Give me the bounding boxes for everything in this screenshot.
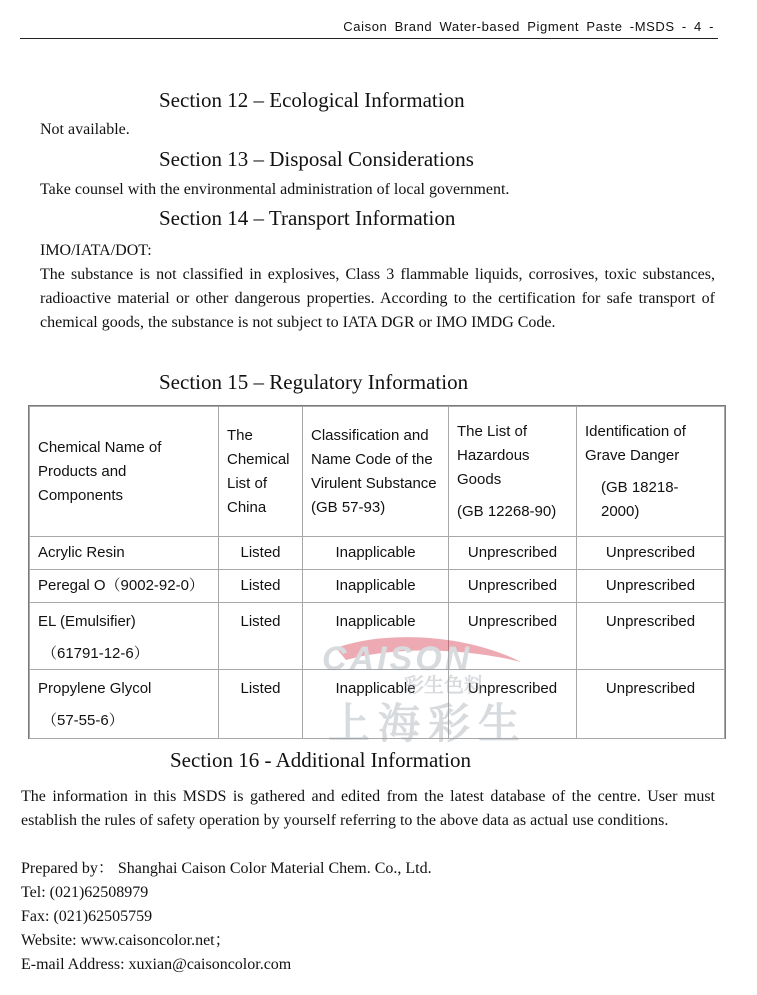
table-header-cell	[449, 407, 577, 537]
chemical-name: EL (Emulsifier)	[38, 613, 136, 630]
table-row	[30, 603, 725, 670]
table-cell-name	[30, 670, 219, 739]
section-15-title: Section 15 – Regulatory Information	[159, 370, 469, 394]
cas-number: （61791-12-6）	[42, 645, 149, 662]
section-13-body: Take counsel with the environmental administration of local government.	[40, 181, 510, 198]
table-cell-hazardous: Unprescribed	[449, 570, 577, 603]
fax: Fax: (021)62505759	[21, 908, 153, 925]
table-row	[30, 670, 725, 739]
table-header-cell: Chemical Name of Products and Components	[30, 407, 219, 537]
table-cell-grave: Unprescribed	[577, 537, 725, 570]
table-cell-hazardous: Unprescribed	[449, 537, 577, 570]
page-header	[20, 18, 718, 39]
table-cell-list: Listed	[219, 537, 303, 570]
table-cell-name: Acrylic Resin	[30, 537, 219, 570]
section-13-title: Section 13 – Disposal Considerations	[159, 147, 474, 171]
section-16-body: The information in this MSDS is gathered and edited from the latest database of the centre. User must establish the rules of safety operation by yourself referring to the above data as actual use conditions.	[21, 788, 715, 829]
table-cell-list: Listed	[219, 570, 303, 603]
cas-number: （57-55-6）	[42, 712, 124, 729]
table-header-label: The List of Hazardous Goods	[457, 422, 530, 488]
section-12-title: Section 12 – Ecological Information	[159, 88, 465, 112]
chemical-name: Propylene Glycol	[38, 680, 152, 697]
email-address: E-mail Address: xuxian@caisoncolor.com	[21, 956, 292, 973]
section-14-body: The substance is not classified in explosives, Class 3 flammable liquids, corrosives, toxic substances, radioactive material or other dangerous properties. According to the certification for safe transport of chemical goods, the substance is not subject to IATA DGR or IMO IMDG Code.	[40, 266, 715, 331]
section-14-title: Section 14 – Transport Information	[159, 206, 456, 230]
watermark-brand: CAISON	[322, 640, 473, 678]
telephone: Tel: (021)62508979	[21, 884, 149, 901]
regulatory-table	[28, 405, 726, 739]
table-cell-classification: Inapplicable	[303, 670, 449, 739]
table-cell-classification: Inapplicable	[303, 603, 449, 670]
table-cell-list: Listed	[219, 603, 303, 670]
table-header-standard: (GB 18218-2000)	[601, 478, 679, 520]
table-header-standard: (GB 12268-90)	[457, 502, 557, 520]
section-16-title: Section 16 - Additional Information	[170, 748, 471, 772]
table-header-cell: Classification and Name Code of the Virulent Substance (GB 57-93)	[303, 407, 449, 537]
section-14-label: IMO/IATA/DOT:	[40, 242, 152, 259]
section-12-body: Not available.	[40, 121, 130, 138]
table-header-label: Identification of Grave Danger	[585, 422, 686, 464]
prepared-by: Prepared by： Shanghai Caison Color Material Chem. Co., Ltd.	[21, 860, 432, 877]
table-row	[30, 570, 725, 603]
table-cell-grave: Unprescribed	[577, 670, 725, 739]
table-cell-list: Listed	[219, 670, 303, 739]
table-row	[30, 537, 725, 570]
watermark-cn-small: 彩生色料	[404, 673, 484, 697]
table-cell-name: Peregal O（9002-92-0）	[30, 570, 219, 603]
table-cell-classification: Inapplicable	[303, 537, 449, 570]
table-header-cell	[577, 407, 725, 537]
table-header-row	[30, 407, 725, 537]
website: Website: www.caisoncolor.net；	[21, 932, 231, 949]
table-cell-name	[30, 603, 219, 670]
watermark-cn-large: 上海彩生	[328, 699, 526, 746]
table-cell-grave: Unprescribed	[577, 603, 725, 670]
table-cell-hazardous: Unprescribed	[449, 670, 577, 739]
header-text: Caison Brand Water-based Pigment Paste -MSDS - 4 -	[343, 19, 714, 34]
table-cell-hazardous: Unprescribed	[449, 603, 577, 670]
table-cell-grave: Unprescribed	[577, 570, 725, 603]
table-cell-classification: Inapplicable	[303, 570, 449, 603]
table-header-cell: The Chemical List of China	[219, 407, 303, 537]
